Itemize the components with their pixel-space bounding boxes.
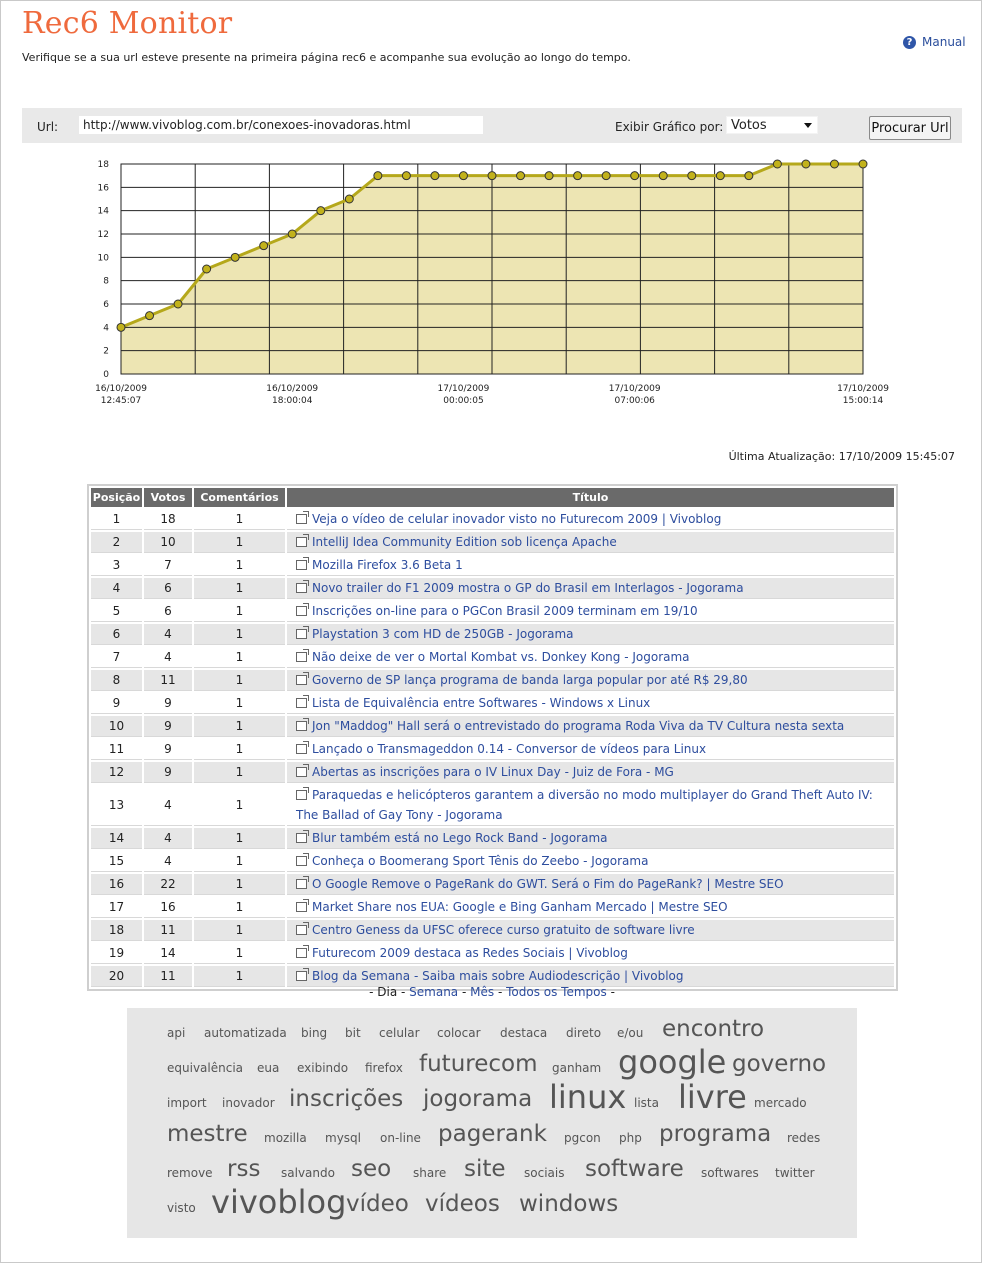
cell-title <box>287 647 894 668</box>
cell-position: 6 <box>91 624 142 645</box>
cell-title <box>287 920 894 941</box>
ranking-header-row <box>91 488 894 507</box>
manual-link[interactable] <box>903 35 966 49</box>
cell-position: 4 <box>91 578 142 599</box>
cell-position: 10 <box>91 716 142 737</box>
title-link[interactable]: Conheça o Boomerang Sport Tênis do Zeebo - Jogorama <box>312 854 649 868</box>
tag-rss[interactable]: rss <box>227 1156 261 1183</box>
external-link-icon[interactable] <box>296 879 307 889</box>
title-link[interactable]: Lista de Equivalência entre Softwares - Windows x Linux <box>312 696 651 710</box>
dropdown-arrow-icon <box>804 123 812 128</box>
external-link-icon[interactable] <box>296 629 307 639</box>
cell-votes: 11 <box>144 670 192 691</box>
cell-votes: 9 <box>144 739 192 760</box>
external-link-icon[interactable] <box>296 652 307 662</box>
tag-futurecom[interactable]: futurecom <box>419 1051 538 1078</box>
data-point <box>488 172 496 180</box>
tag-visto[interactable]: visto <box>167 1201 196 1216</box>
period-todos[interactable]: Todos os Tempos <box>506 985 607 999</box>
cell-votes: 9 <box>144 716 192 737</box>
title-link[interactable]: Centro Geness da UFSC oferece curso gratuito de software livre <box>312 923 695 937</box>
title-link[interactable]: Lançado o Transmageddon 0.14 - Conversor de vídeos para Linux <box>312 742 707 756</box>
cell-comments: 1 <box>194 555 285 576</box>
cell-title <box>287 555 894 576</box>
cell-votes: 4 <box>144 851 192 872</box>
cell-position: 17 <box>91 897 142 918</box>
tag-inovador[interactable]: inovador <box>222 1096 275 1111</box>
y-tick-label: 16 <box>97 183 109 194</box>
manual-label: Manual <box>922 35 966 49</box>
tag-direto[interactable]: direto <box>566 1026 602 1041</box>
tag-inscrições[interactable]: inscrições <box>289 1086 404 1113</box>
x-tick-label: 18:00:04 <box>272 396 313 406</box>
cell-title <box>287 851 894 872</box>
tag-lista[interactable]: lista <box>634 1096 659 1111</box>
cell-votes: 9 <box>144 762 192 783</box>
tag-redes[interactable]: redes <box>787 1131 821 1146</box>
title-link[interactable]: Novo trailer do F1 2009 mostra o GP do Brasil em Interlagos - Jogorama <box>312 581 744 595</box>
tag-linux[interactable]: linux <box>549 1077 627 1116</box>
last-update-text: Última Atualização: 17/10/2009 15:45:07 <box>728 450 955 463</box>
external-link-icon[interactable] <box>296 583 307 593</box>
tag-pagerank[interactable]: pagerank <box>438 1121 547 1148</box>
table-row <box>91 670 894 691</box>
tag-google[interactable]: google <box>618 1042 727 1081</box>
cell-title <box>287 966 894 987</box>
y-tick-label: 2 <box>103 346 109 357</box>
x-tick-label: 17/10/2009 <box>437 384 490 394</box>
header-comments: Comentários <box>194 488 285 507</box>
cell-votes: 22 <box>144 874 192 895</box>
tag-bit[interactable]: bit <box>345 1026 361 1041</box>
cell-title <box>287 509 894 530</box>
data-point <box>431 172 439 180</box>
x-tick-label: 17/10/2009 <box>837 384 889 394</box>
title-link[interactable]: Mozilla Firefox 3.6 Beta 1 <box>312 558 463 572</box>
tag-software[interactable]: software <box>585 1156 684 1183</box>
data-point <box>716 172 724 180</box>
header-votes: Votos <box>144 488 192 507</box>
title-link[interactable]: Blur também está no Lego Rock Band - Jogorama <box>312 831 608 845</box>
cell-comments: 1 <box>194 874 285 895</box>
tag-site[interactable]: site <box>464 1156 506 1183</box>
data-point <box>317 207 325 215</box>
data-point <box>517 172 525 180</box>
page-subtitle: Verifique se a sua url esteve presente na primeira página rec6 e acompanhe sua evolução ao longo do tempo. <box>22 51 631 64</box>
table-row <box>91 851 894 872</box>
table-row <box>91 762 894 783</box>
title-link[interactable]: Governo de SP lança programa de banda larga popular por até R$ 29,80 <box>312 673 748 687</box>
cell-comments: 1 <box>194 943 285 964</box>
table-row <box>91 920 894 941</box>
external-link-icon[interactable] <box>296 606 307 616</box>
tag-ganham[interactable]: ganham <box>552 1061 602 1076</box>
cell-position: 16 <box>91 874 142 895</box>
external-link-icon[interactable] <box>296 833 307 843</box>
y-tick-label: 4 <box>103 323 109 334</box>
cell-title <box>287 578 894 599</box>
title-link[interactable]: Paraquedas e helicópteros garantem a diversão no modo multiplayer do Grand Theft Auto IV: The Ballad of Gay Tony - Jogorama <box>296 788 873 822</box>
data-point <box>830 160 838 168</box>
title-link[interactable]: Não deixe de ver o Mortal Kombat vs. Donkey Kong - Jogorama <box>312 650 690 664</box>
cell-position: 2 <box>91 532 142 553</box>
table-row <box>91 693 894 714</box>
cell-position: 13 <box>91 785 142 826</box>
help-icon: ? <box>903 36 916 49</box>
period-dia[interactable]: Dia <box>377 985 398 999</box>
data-point <box>802 160 810 168</box>
external-link-icon[interactable] <box>296 902 307 912</box>
cell-votes: 6 <box>144 578 192 599</box>
cell-position: 19 <box>91 943 142 964</box>
tag-mercado[interactable]: mercado <box>754 1096 807 1111</box>
external-link-icon[interactable] <box>296 537 307 547</box>
cell-position: 8 <box>91 670 142 691</box>
cell-comments: 1 <box>194 739 285 760</box>
cell-title <box>287 828 894 849</box>
cell-votes: 4 <box>144 828 192 849</box>
cell-comments: 1 <box>194 624 285 645</box>
external-link-icon[interactable] <box>296 790 307 800</box>
cell-votes: 7 <box>144 555 192 576</box>
cell-comments: 1 <box>194 509 285 530</box>
tag-share[interactable]: share <box>413 1166 447 1181</box>
data-point <box>602 172 610 180</box>
tag-remove[interactable]: remove <box>167 1166 213 1181</box>
cell-position: 5 <box>91 601 142 622</box>
data-point <box>631 172 639 180</box>
data-point <box>859 160 867 168</box>
tag-firefox[interactable]: firefox <box>365 1061 403 1076</box>
external-link-icon[interactable] <box>296 948 307 958</box>
tag-vídeos[interactable]: vídeos <box>425 1191 500 1218</box>
tag-eua[interactable]: eua <box>257 1061 280 1076</box>
cell-votes: 11 <box>144 966 192 987</box>
external-link-icon[interactable] <box>296 971 307 981</box>
tag-automatizada[interactable]: automatizada <box>204 1026 287 1041</box>
cell-title <box>287 693 894 714</box>
data-point <box>688 172 696 180</box>
cell-comments: 1 <box>194 851 285 872</box>
data-point <box>574 172 582 180</box>
cell-title <box>287 624 894 645</box>
cell-comments: 1 <box>194 897 285 918</box>
table-row <box>91 785 894 826</box>
data-point <box>174 300 182 308</box>
data-point <box>545 172 553 180</box>
external-link-icon[interactable] <box>296 744 307 754</box>
data-point <box>374 172 382 180</box>
table-row <box>91 509 894 530</box>
tag-softwares[interactable]: softwares <box>701 1166 759 1181</box>
table-row <box>91 555 894 576</box>
cell-title <box>287 897 894 918</box>
data-point <box>773 160 781 168</box>
y-tick-label: 12 <box>97 230 109 240</box>
cell-position: 11 <box>91 739 142 760</box>
table-row <box>91 532 894 553</box>
tag-pgcon[interactable]: pgcon <box>564 1131 601 1146</box>
cell-position: 7 <box>91 647 142 668</box>
cell-position: 3 <box>91 555 142 576</box>
cell-comments: 1 <box>194 693 285 714</box>
x-tick-label: 15:00:14 <box>842 396 884 406</box>
tag-sociais[interactable]: sociais <box>524 1166 565 1181</box>
cell-votes: 4 <box>144 647 192 668</box>
cell-votes: 9 <box>144 693 192 714</box>
title-link[interactable]: O Google Remove o PageRank do GWT. Será o Fim do PageRank? | Mestre SEO <box>312 877 784 891</box>
x-tick-label: 12:45:07 <box>100 396 142 406</box>
tag-colocar[interactable]: colocar <box>437 1026 481 1041</box>
cell-title <box>287 532 894 553</box>
cell-position: 20 <box>91 966 142 987</box>
data-point <box>117 323 125 331</box>
table-row <box>91 716 894 737</box>
external-link-icon[interactable] <box>296 698 307 708</box>
tag-mozilla[interactable]: mozilla <box>264 1131 307 1146</box>
url-input[interactable] <box>79 116 483 134</box>
header-title: Título <box>287 488 894 507</box>
cell-position: 15 <box>91 851 142 872</box>
cell-position: 14 <box>91 828 142 849</box>
x-tick-label: 16/10/2009 <box>95 384 147 394</box>
data-point <box>745 172 753 180</box>
period-separator: - <box>458 985 471 999</box>
data-point <box>203 265 211 273</box>
title-link[interactable]: Futurecom 2009 destaca as Redes Sociais | Vivoblog <box>312 946 628 960</box>
tag-windows[interactable]: windows <box>519 1191 619 1218</box>
tag-import[interactable]: import <box>167 1096 207 1111</box>
data-point <box>260 242 268 250</box>
tag-livre[interactable]: livre <box>678 1077 747 1116</box>
tag-mestre[interactable]: mestre <box>167 1121 248 1148</box>
data-point <box>231 253 239 261</box>
data-point <box>345 195 353 203</box>
data-point <box>402 172 410 180</box>
cell-votes: 11 <box>144 920 192 941</box>
tag-salvando[interactable]: salvando <box>281 1166 335 1181</box>
cell-comments: 1 <box>194 762 285 783</box>
tag-celular[interactable]: celular <box>379 1026 420 1041</box>
external-link-icon[interactable] <box>296 721 307 731</box>
cell-comments: 1 <box>194 647 285 668</box>
cell-position: 12 <box>91 762 142 783</box>
cell-title <box>287 739 894 760</box>
cell-comments: 1 <box>194 828 285 849</box>
tag-on-line[interactable]: on-line <box>380 1131 421 1146</box>
cell-title <box>287 874 894 895</box>
search-url-button[interactable]: Procurar Url <box>869 116 951 140</box>
cell-position: 1 <box>91 509 142 530</box>
x-tick-label: 16/10/2009 <box>266 384 319 394</box>
external-link-icon[interactable] <box>296 767 307 777</box>
cell-comments: 1 <box>194 532 285 553</box>
x-tick-label: 17/10/2009 <box>608 384 661 394</box>
y-tick-label: 10 <box>97 253 109 264</box>
cell-title <box>287 601 894 622</box>
cell-comments: 1 <box>194 716 285 737</box>
cell-votes: 4 <box>144 624 192 645</box>
title-link[interactable]: Veja o vídeo de celular inovador visto no Futurecom 2009 | Vivoblog <box>312 512 722 526</box>
chart-mode-value: Votos <box>731 118 767 133</box>
period-separator: - <box>369 985 378 999</box>
cell-title <box>287 716 894 737</box>
chart-mode-select[interactable] <box>726 116 818 134</box>
tag-api[interactable]: api <box>167 1026 186 1041</box>
external-link-icon[interactable] <box>296 560 307 570</box>
cell-title <box>287 943 894 964</box>
table-row <box>91 578 894 599</box>
title-link[interactable]: Abertas as inscrições para o IV Linux Day - Juiz de Fora - MG <box>312 765 674 779</box>
cell-comments: 1 <box>194 578 285 599</box>
cell-votes: 16 <box>144 897 192 918</box>
cell-votes: 10 <box>144 532 192 553</box>
y-tick-label: 8 <box>103 276 109 287</box>
external-link-icon[interactable] <box>296 925 307 935</box>
url-label: Url: <box>37 120 59 134</box>
cell-title <box>287 670 894 691</box>
external-link-icon[interactable] <box>296 675 307 685</box>
cell-votes: 6 <box>144 601 192 622</box>
tag-jogorama[interactable]: jogorama <box>423 1086 533 1113</box>
data-point <box>659 172 667 180</box>
cell-votes: 14 <box>144 943 192 964</box>
tag-php[interactable]: php <box>619 1131 642 1146</box>
period-separator: - <box>397 985 410 999</box>
cell-title <box>287 785 894 826</box>
tag-twitter[interactable]: twitter <box>775 1166 815 1181</box>
external-link-icon[interactable] <box>296 856 307 866</box>
tag-vivoblog[interactable]: vivoblog <box>211 1182 347 1221</box>
tag-exibindo[interactable]: exibindo <box>297 1061 349 1076</box>
tag-destaca[interactable]: destaca <box>500 1026 548 1041</box>
tag-bing[interactable]: bing <box>301 1026 328 1041</box>
table-row <box>91 828 894 849</box>
ranking-body <box>91 509 894 987</box>
title-link[interactable]: Playstation 3 com HD de 250GB - Jogorama <box>312 627 574 641</box>
table-row <box>91 874 894 895</box>
title-link[interactable]: Blog da Semana - Saiba mais sobre Audiodescrição | Vivoblog <box>312 969 684 983</box>
cell-position: 18 <box>91 920 142 941</box>
y-tick-label: 18 <box>97 160 109 170</box>
cell-votes: 18 <box>144 509 192 530</box>
tag-cloud <box>127 1008 857 1238</box>
cell-comments: 1 <box>194 601 285 622</box>
period-separator: - <box>494 985 507 999</box>
tag-equivalência[interactable]: equivalência <box>167 1061 244 1076</box>
table-row <box>91 739 894 760</box>
cell-comments: 1 <box>194 920 285 941</box>
period-mes[interactable]: Mês <box>470 985 495 999</box>
tag-seo[interactable]: seo <box>351 1156 392 1183</box>
page-title: Rec6 Monitor <box>22 6 233 41</box>
search-bar <box>22 108 962 143</box>
cell-comments: 1 <box>194 785 285 826</box>
tag-programa[interactable]: programa <box>659 1121 772 1148</box>
table-row <box>91 943 894 964</box>
table-row <box>91 966 894 987</box>
period-separator: - <box>606 985 615 999</box>
title-link[interactable]: Market Share nos EUA: Google e Bing Ganham Mercado | Mestre SEO <box>312 900 728 914</box>
cell-position: 9 <box>91 693 142 714</box>
period-nav <box>1 985 982 999</box>
x-tick-label: 00:00:05 <box>443 396 484 406</box>
cell-votes: 4 <box>144 785 192 826</box>
tag-governo[interactable]: governo <box>732 1051 827 1078</box>
title-link[interactable]: IntelliJ Idea Community Edition sob licença Apache <box>312 535 617 549</box>
data-point <box>146 312 154 320</box>
table-row <box>91 897 894 918</box>
table-row <box>91 624 894 645</box>
table-row <box>91 647 894 668</box>
cell-title <box>287 762 894 783</box>
y-tick-label: 6 <box>103 300 109 310</box>
table-row <box>91 601 894 622</box>
header-position: Posição <box>91 488 142 507</box>
chart-mode-label: Exibir Gráfico por: <box>615 120 724 134</box>
data-point <box>459 172 467 180</box>
cell-comments: 1 <box>194 670 285 691</box>
tag-encontro[interactable]: encontro <box>662 1016 765 1043</box>
votes-chart <box>81 151 901 413</box>
data-point <box>288 230 296 238</box>
x-tick-label: 07:00:06 <box>614 396 655 406</box>
external-link-icon[interactable] <box>296 514 307 524</box>
y-tick-label: 14 <box>97 206 109 217</box>
tag-mysql[interactable]: mysql <box>325 1131 361 1146</box>
title-link[interactable]: Jon "Maddog" Hall será o entrevistado do programa Roda Viva da TV Cultura nesta sexta <box>312 719 845 733</box>
y-tick-label: 0 <box>103 370 109 380</box>
tag-e-ou[interactable]: e/ou <box>617 1026 644 1041</box>
title-link[interactable]: Inscrições on-line para o PGCon Brasil 2009 terminam em 19/10 <box>312 604 698 618</box>
tag-vídeo[interactable]: vídeo <box>346 1191 409 1218</box>
period-semana[interactable]: Semana <box>409 985 459 999</box>
ranking-table <box>87 484 898 991</box>
cell-comments: 1 <box>194 966 285 987</box>
